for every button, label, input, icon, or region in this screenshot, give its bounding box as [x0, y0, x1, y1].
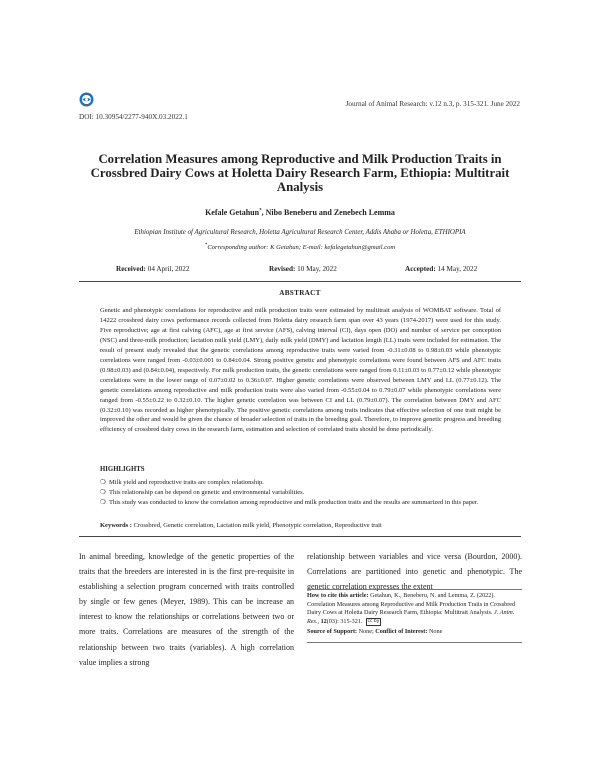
highlights-heading: HIGHLIGHTS [100, 466, 145, 473]
circle-bullet-icon: ❍ [100, 479, 106, 486]
corresponding-author [100, 243, 500, 251]
support-conflict: Source of Support: None; Conflict of Interest: None [307, 628, 443, 636]
corresponding-text: Corresponding author: K Getahun; E-mail: kefalegetahun@gmail.com [207, 244, 396, 252]
author-first: Kefale Getahun [205, 208, 260, 217]
revised-date: Revised: 10 May, 2022 [269, 265, 337, 273]
citation-box [307, 589, 522, 643]
highlights-list [100, 478, 501, 507]
keywords-label: Keywords : [100, 522, 132, 529]
circle-bullet-icon: ❍ [100, 498, 106, 506]
article-title: Correlation Measures among Reproductive and Milk Production Traits in Crossbred Dairy Cows at Holetta Dairy Research Farm, Ethiopia: Multitrait Analysis [90, 152, 510, 194]
body-column-left: In animal breeding, knowledge of the genetic properties of the traits that the breeders are interested in is the first pre-requisite in establishing a selection program concerned with traits controlled by single or few genes (Meyer, 1989). This can be increase an interest to know the relationships or correlations between two or more traits. Correlations are measures of the strength of the relationship between two traits (variables). A high correlation value implies a strong [79, 552, 294, 667]
affiliation: Ethiopian Institute of Agricultural Research, Holetta Agricultural Research Center, Addis Ababa or Holetta, ETHIOPIA [134, 229, 466, 236]
corresponding-mark-2: * [204, 243, 208, 248]
author-rest: , Nibo Beneberu and Zenebech Lemma [261, 208, 395, 217]
keywords-text: Crossbred, Genetic correlation, Lactation milk yield, Phenotypic correlation, Reproductive trait [131, 522, 382, 529]
journal-citation-header: Journal of Animal Research: v.12 n.3, p. 315-321. June 2022 [345, 100, 520, 108]
highlight-item: ❍ Milk yield and reproductive traits are complex relationship. [100, 479, 264, 486]
publisher-globe-logo [79, 92, 94, 107]
keywords [100, 522, 501, 529]
body-column-right: relationship between variables and vice versa (Bourdon, 2000). Correlations are partitioned into genetic and phenotypic. The genetic correlation expresses the extent [307, 552, 522, 592]
abstract-heading: ABSTRACT [279, 289, 321, 297]
corresponding-mark: * [259, 208, 262, 214]
received-date: Received: 04 April, 2022 [116, 265, 190, 273]
circle-bullet-icon: ❍ [100, 488, 106, 496]
cc-by-license-icon[interactable]: cc by [367, 618, 380, 624]
highlight-item: ❍ This relationship can be depend on genetic and environmental variabilities. [100, 488, 305, 496]
highlight-item: ❍ This study was conducted to know the correlation among reproductive and milk production traits and the results are summarized in this paper. [100, 498, 479, 506]
author-list [100, 208, 500, 217]
divider-top [79, 281, 521, 282]
divider-bottom [79, 536, 521, 537]
abstract-text: Genetic and phenotypic correlations for reproductive and milk production traits were estimated by multitrait analysis of WOMBAT software. Total of 14222 crossbred dairy cows performance records collected from Holetta dairy research farm span over 43 years (1974-2017) were used for this study. Five reproductive; age at first calving (AFC), age at first service (AFS), calving interval (CI), days open (DO) and number of service per conception (NSC) and three-milk production; lactation milk yield (LMY), daily milk yield (DMY) and lactation length (LL) traits were included for estimation. The result of present study revealed that the genetic correlations among reproductive traits were varied from -0.31±0.08 to 0.98±0.03 while phenotypic correlations were ranged from -0.03±0.001 to 0.84±0.04. Strong positive genetic and phenotypic correlations were found between AFS and AFC traits (0.98±0.03) and (0.84±0.04), respectively. For milk production traits, the genetic correlations were ranged from 0.11±0.03 to 0.77±0.12 while phenotypic correlations were in the lower range of 0.07±0.02 to 0.36±0.07. Higher genetic correlations were observed between LMY and LL (0.77±0.12). The genetic correlations among reproductive and milk production traits were also varied from -0.55±0.04 to 0.79±0.07 while phenotypic correlations were ranged from -0.55±0.22 to 0.32±0.10. The higher genetic correlation was between CI and LL (0.79±0.07). The correlation between DMY and AFC (0.32±0.10) was recorded as higher phenotypically. The positive genetic correlations among traits indicates that effective selection of one trait might be improved the other and would be given the chance of broader selection of traits in the breeding goal. Therefore, to improve genetic progress and breeding efficiency of crossbred dairy cows in the research farm, estimation and selection of correlated traits should be done periodically. [100, 307, 501, 434]
accepted-date: Accepted: 14 May, 2022 [405, 265, 478, 273]
how-to-cite: How to cite this article: Getahun, K., Beneberu, N. and Lemma, Z. (2022). Correlation Measures among Reproductive and Milk Production Traits in Crossbred Dairy Cows at Holetta Dairy Research Farm, Ethiopia: Multitrait Analysis. J. Anim. Res., 12(03): 315-321. cc by [307, 592, 516, 625]
doi-link[interactable]: DOI: 10.30954/2277-940X.03.2022.1 [79, 113, 188, 121]
